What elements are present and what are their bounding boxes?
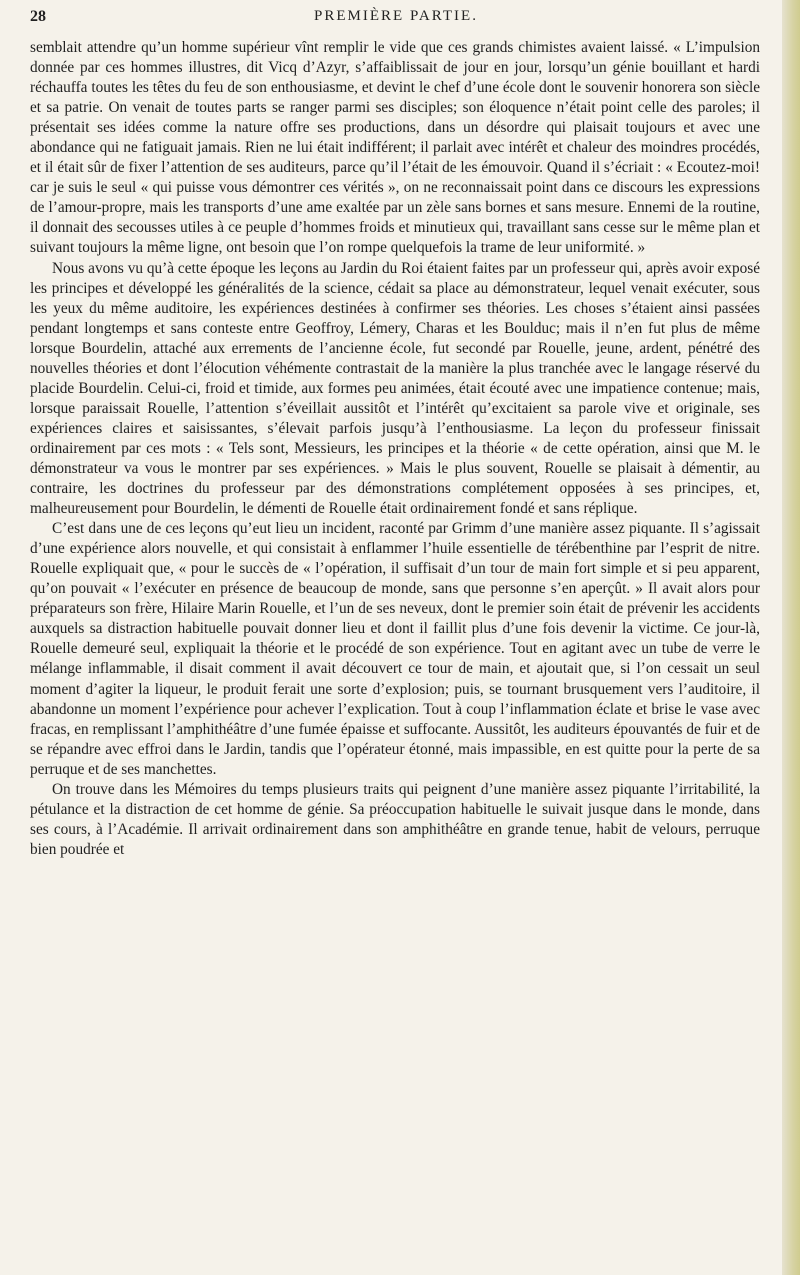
paragraph-2: Nous avons vu qu’à cette époque les leçons au Jardin du Roi étaient faites par un professeur qui, après avoir exposé les principes et développé les généralités de la science, cédait sa place au démonstrateur, lequel venait exécuter, sous les yeux du même auditoire, les expériences destinées à confirmer ses théories. Les choses s’étaient ainsi passées pendant longtemps et sans conteste entre Geoffroy, Lémery, Charas et les Boulduc; mais il n’en fut plus de même lorsque Bourdelin, attaché aux errements de l’ancienne école, fut secondé par Rouelle, jeune, ardent, pénétré des nouvelles théories et dont l’élocution véhémente contrastait de la manière la plus tranchée avec le langage réservé du placide Bourdelin. Celui-ci, froid et timide, aux formes peu animées, était écouté avec une impatience contenue; mais, lorsque paraissait Rouelle, l’attention s’éveillait aussitôt et l’intérêt qu’excitaient sa parole vive et originale, ses expériences claires et saisissantes, s’élevait parfois jusqu’à l’enthousiasme. La leçon du professeur finissait ordinairement par ces mots : « Tels sont, Messieurs, les principes et la théorie « de cette opération, ainsi que M. le démonstrateur va vous le montrer par ses expériences. » Mais le plus souvent, Rouelle se plaisait à démentir, au contraire, les doctrines du professeur par des démonstrations complétement opposées à ses principes, et, malheureusement pour Bourdelin, le démenti de Rouelle était ordinairement fondé et sans réplique. [30,259,760,518]
paragraph-1: semblait attendre qu’un homme supérieur vînt remplir le vide que ces grands chimistes avaient laissé. « L’impulsion donnée par ces hommes illustres, dit Vicq d’Azyr, s’affaiblissait de jour en jour, lorsqu’un génie bouillant et hardi réchauffa toutes les têtes du feu de son enthousiasme, et devint le chef d’une école dont le souvenir honorera son siècle et sa patrie. On venait de toutes parts se ranger parmi ses disciples; son éloquence n’était point celle des paroles; il présentait ses idées comme la nature offre ses productions, dans un désordre qui plaisait toujours et avec une abondance qui ne fatiguait jamais. Rien ne lui était indifférent; il parlait avec intérêt et chaleur des moindres procédés, et il était sûr de fixer l’attention de ses auditeurs, parce qu’il l’était de les émouvoir. Quand il s’écriait : « Ecoutez-moi! car je suis le seul « qui puisse vous démontrer ces vérités », on ne reconnaissait point dans ce discours les expressions de l’amour-propre, mais les transports d’une ame exaltée par un zèle sans bornes et sans mesure. Ennemi de la routine, il donnait des secousses utiles à ce peuple d’hommes froids et minutieux qui, travaillant sans cesse sur le même plan et suivant toujours la même ligne, ont besoin que l’on rompe quelquefois la trame de leur uniformité. » [30,39,760,257]
paragraph-3: C’est dans une de ces leçons qu’eut lieu un incident, raconté par Grimm d’une manière assez piquante. Il s’agissait d’une expérience alors nouvelle, et qui consistait à enflammer l’huile essentielle de térébenthine par l’esprit de nitre. Rouelle expliquait que, « pour le succès de « l’opération, il suffisait d’un tour de main fort simple et si peu apparent, qu’on pouvait « l’exécuter en présence de beaucoup de monde, sans que personne s’en aperçût. » Il avait alors pour préparateurs son frère, Hilaire Marin Rouelle, et l’un de ses neveux, dont le premier soin était de prévenir les accidents auxquels sa distraction habituelle pouvait donner lieu et dont il faillit plus d’une fois devenir la victime. Ce jour-là, Rouelle demeuré seul, expliquait la théorie et le procédé de son expérience. Tout en agitant avec un tube de verre le mélange inflammable, il disait comment il avait découvert ce tour de main, et ajoutait que, si l’on cessait un seul moment d’agiter la liqueur, le produit ferait une sorte d’explosion; puis, se tournant brusquement vers l’auditoire, il abandonne un moment l’expérience pour achever l’explication. Tout à coup l’inflammation éclate et brise le vase avec fracas, en remplissant l’amphithéâtre d’une fumée épaisse et suffocante. Aussitôt, les auditeurs épouvantés de fuir et de se répandre avec effroi dans le Jardin, tandis que l’opérateur étonné, mais impassible, en est quitte pour la perte de sa perruque et de ses manchettes. [30,520,760,778]
paragraph-4: On trouve dans les Mémoires du temps plusieurs traits qui peignent d’une manière assez piquante l’irritabilité, la pétulance et la distraction de cet homme de génie. Sa préoccupation habituelle le suivait jusque dans le monde, dans ses cours, à l’Académie. Il arrivait ordinairement dans son amphithéâtre en grande tenue, habit de velours, perruque bien poudrée et [30,780,760,858]
body-text [30,38,760,860]
page-header [30,8,762,32]
running-head: PREMIÈRE PARTIE. [314,8,478,24]
page-number: 28 [30,8,46,25]
page-edge [782,0,800,1275]
